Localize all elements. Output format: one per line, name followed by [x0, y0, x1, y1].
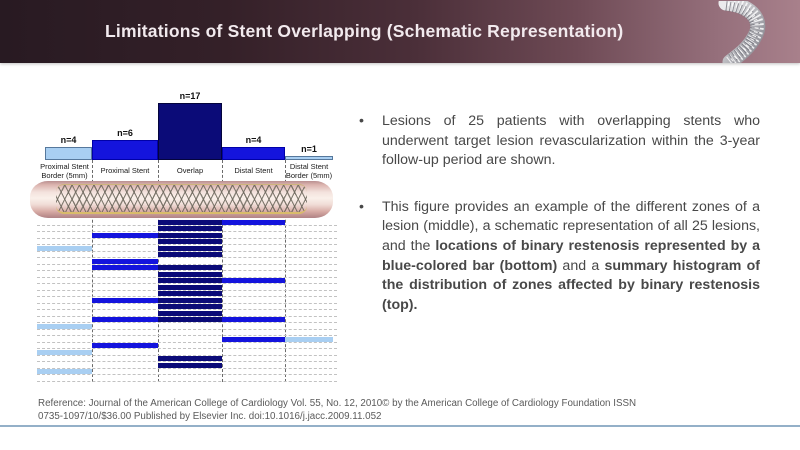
- restenosis-bar: [158, 298, 222, 303]
- histogram-bar: [222, 147, 285, 160]
- restenosis-bar: [158, 363, 222, 368]
- restenosis-bar: [158, 239, 222, 244]
- artery-stent-illustration: [30, 181, 333, 218]
- bullet-item: [352, 112, 760, 171]
- restenosis-bar: [158, 272, 222, 277]
- bullet-text: This figure provides an example of the different zones of a lesion (middle), a schematic representation of all 25 lesions, and the locations of binary restenosis represented by a blue-colored bar (bottom) and a summary histogram of the distribution of zones affected by binary restenosis (top).: [382, 198, 760, 313]
- restenosis-bar: [158, 356, 222, 361]
- slide-header: [0, 0, 800, 63]
- restenosis-bar: [92, 259, 158, 264]
- histogram-bar: [158, 103, 222, 160]
- restenosis-bar: [158, 311, 222, 316]
- restenosis-bar: [158, 304, 222, 309]
- zone-label: Distal Stent: [234, 166, 273, 175]
- restenosis-bar: [158, 246, 222, 251]
- restenosis-bar: [158, 285, 222, 290]
- restenosis-bar: [92, 317, 158, 322]
- slide-title: Limitations of Stent Overlapping (Schematic Representation): [105, 21, 624, 41]
- zone-label: Distal Stent Border (5mm): [285, 161, 333, 180]
- lesion-schematic-figure: [30, 85, 345, 385]
- footer-divider-line: [0, 425, 800, 427]
- lesion-row: [37, 375, 337, 382]
- bullet-list: [352, 112, 760, 342]
- bar-value-label: n=1: [301, 144, 317, 154]
- restenosis-bar: [37, 350, 92, 355]
- zone-label: Overlap: [176, 166, 204, 175]
- bullet-item: [352, 198, 760, 316]
- bullet-marker: •: [359, 113, 364, 129]
- summary-histogram: [30, 85, 340, 160]
- restenosis-bar: [222, 317, 285, 322]
- bar-value-label: n=6: [117, 128, 133, 138]
- restenosis-bar: [158, 291, 222, 296]
- restenosis-bar: [222, 278, 285, 283]
- reference-text: [38, 398, 780, 424]
- restenosis-bar: [37, 324, 92, 329]
- restenosis-bar: [92, 265, 158, 270]
- bullet-marker: •: [359, 198, 364, 215]
- restenosis-bar: [158, 226, 222, 231]
- restenosis-bar: [222, 337, 285, 342]
- restenosis-bar: [37, 246, 92, 251]
- bar-value-label: n=17: [179, 91, 201, 101]
- restenosis-bar: [92, 233, 158, 238]
- restenosis-bar: [37, 369, 92, 374]
- restenosis-bar: [222, 220, 285, 225]
- restenosis-bar: [285, 337, 333, 342]
- bar-value-label: n=4: [245, 135, 262, 145]
- lesion-rows: [37, 219, 337, 382]
- restenosis-bar: [158, 265, 222, 270]
- restenosis-bar: [92, 298, 158, 303]
- zone-label: Proximal Stent: [100, 166, 150, 175]
- stent-mesh-overlay: [56, 184, 307, 214]
- histogram-bar: [92, 140, 158, 160]
- reference-line-2: 0735-1097/10/$36.00 Published by Elsevier Inc. doi:10.1016/j.jacc.2009.11.052: [38, 410, 382, 422]
- histogram-bar: [45, 147, 92, 160]
- zone-label: Proximal Stent Border (5mm): [40, 161, 89, 180]
- stent-mesh-icon: [696, 1, 774, 63]
- restenosis-bar: [158, 278, 222, 283]
- restenosis-bar: [158, 252, 222, 257]
- restenosis-bar: [158, 220, 222, 225]
- restenosis-bar: [158, 317, 222, 322]
- zone-labels-row: [30, 160, 340, 181]
- reference-line-1: Reference: Journal of the American College of Cardiology Vol. 55, No. 12, 2010© by the American College of Cardiology Foundation ISSN: [38, 398, 637, 409]
- bar-value-label: n=4: [60, 135, 77, 145]
- restenosis-bar: [158, 233, 222, 238]
- bullet-text: Lesions of 25 patients with overlapping stents who underwent target lesion revascularization within the 3-year follow-up period are shown.: [382, 113, 760, 169]
- restenosis-bar: [92, 343, 158, 348]
